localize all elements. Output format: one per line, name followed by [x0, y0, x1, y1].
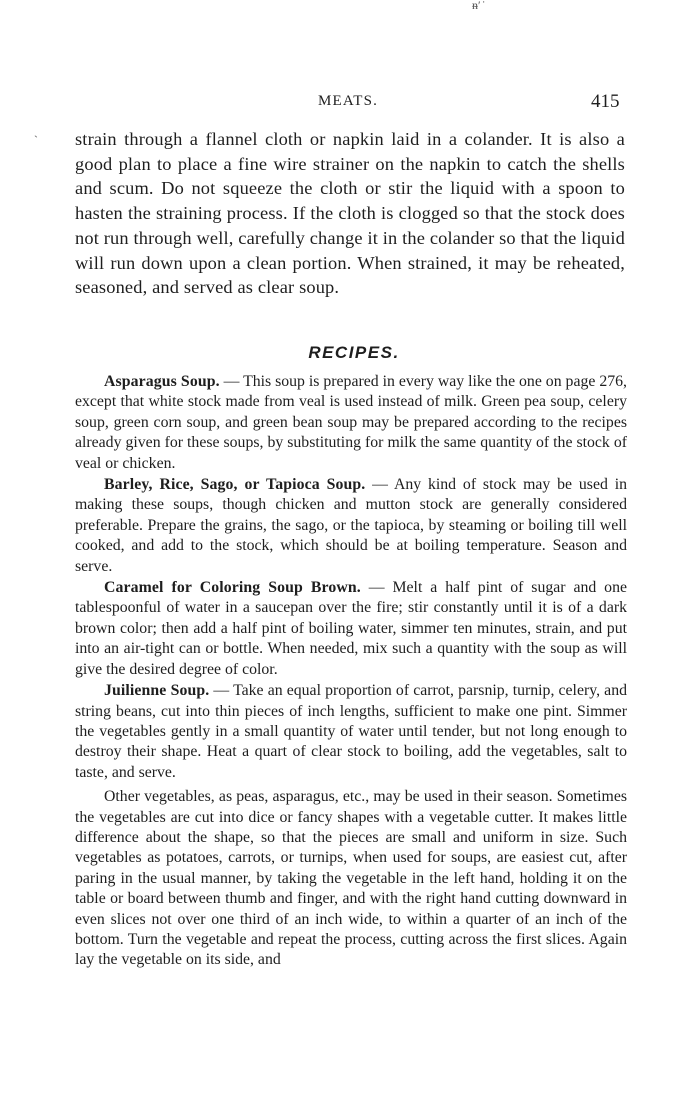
page-number: 415	[591, 91, 620, 112]
recipe-text: Take an equal proportion of carrot, parsnip, turnip, celery, and string beans, cut into thin pieces of inch lengths, sufficient to make one pint. Simmer the vegetables gently in a small quantity of water until tender, but not long enough to destroy their shape. Heat a quart of clear stock to boiling, add the vegetables, salt to taste, and serve.	[75, 682, 627, 781]
recipe-text: This soup is prepared in every way like the one on page 276, except that white stock made from veal is used instead of milk. Green pea soup, celery soup, green corn soup, and green bean soup may be prepared according to the recipes already given for these soups, by substituting for milk the same quantity of the stock of veal or chicken.	[75, 373, 627, 472]
running-title: MEATS.	[318, 93, 379, 109]
recipe-list	[75, 372, 627, 972]
recipe-text: Melt a half pint of sugar and one tablespoonful of water in a saucepan over the fire; stir constantly until it is of a dark brown color; then add a half pint of boiling water, simmer ten minutes, strain, and put into an air-tight can or bottle. When needed, mix such a quantity with the soup as will give the desired degree of color.	[75, 579, 627, 678]
recipe-text: Any kind of stock may be used in making these soups, though chicken and mutton stock are generally considered preferable. Prepare the grains, the sago, or the tapioca, by steaming or boiling till well cooked, and add to the stock, which should be at boiling temperature. Season and serve.	[75, 476, 627, 575]
ink-speck: ᵰ′ ̇	[472, 0, 484, 12]
recipe-asparagus-soup: Asparagus Soup. — This soup is prepared in every way like the one on page 276, except that white stock made from veal is used instead of milk. Green pea soup, celery soup, green corn soup, and green bean soup may be prepared according to the recipes already given for these soups, by substituting for milk the same quantity of the stock of veal or chicken.	[75, 373, 627, 472]
recipe-barley-rice-sago-tapioca-soup: Barley, Rice, Sago, or Tapioca Soup. — Any kind of stock may be used in making these soups, though chicken and mutton stock are generally considered preferable. Prepare the grains, the sago, or the tapioca, by steaming or boiling till well cooked, and add to the stock, which should be at boiling temperature. Season and serve.	[75, 476, 627, 575]
recipe-name: Caramel for Coloring Soup Brown.	[104, 579, 361, 597]
continuation-paragraph: Other vegetables, as peas, asparagus, etc., may be used in their season. Sometimes the vegetables are cut into dice or fancy shapes with a vegetable cutter. It makes little difference about the shape, so that the pieces are small and uniform in size. Such vegetables as potatoes, carrots, or turnips, when used for soups, are easiest cut, after paring in the usual manner, by taking the vegetable in the left hand, holding it on the table or board between thumb and finger, and with the right hand cutting downward in even slices not over one third of an inch wide, to within a quarter of an inch of the bottom. Turn the vegetable and repeat the process, cutting across the first slices. Again lay the vegetable on its side, and	[75, 788, 627, 969]
running-head	[0, 93, 700, 117]
section-heading: RECIPES.	[308, 343, 400, 362]
recipe-name: Juilienne Soup.	[104, 682, 210, 700]
margin-mark: ˎ	[34, 124, 38, 138]
recipe-juilienne-soup: Juilienne Soup. — Take an equal proportion of carrot, parsnip, turnip, celery, and string beans, cut into thin pieces of inch lengths, sufficient to make one pint. Simmer the vegetables gently in a small quantity of water until tender, but not long enough to destroy their shape. Heat a quart of clear stock to boiling, add the vegetables, salt to taste, and serve.	[75, 682, 627, 781]
recipe-name: Asparagus Soup.	[104, 373, 220, 390]
recipe-name: Barley, Rice, Sago, or Tapioca Soup.	[104, 476, 366, 494]
intro-paragraph: strain through a flannel cloth or napkin laid in a colander. It is also a good plan to place a fine wire strainer on the napkin to catch the shells and scum. Do not squeeze the cloth or stir the liquid with a spoon to hasten the straining process. If the cloth is clogged so that the stock does not run through well, carefully change it in the colander so that the liquid will run down upon a clean portion. When strained, it may be reheated, seasoned, and served as clear soup.	[75, 129, 625, 298]
recipe-caramel-coloring: Caramel for Coloring Soup Brown. — Melt a half pint of sugar and one tablespoonful of water in a saucepan over the fire; stir constantly until it is of a dark brown color; then add a half pint of boiling water, simmer ten minutes, strain, and put into an air-tight can or bottle. When needed, mix such a quantity with the soup as will give the desired degree of color.	[75, 579, 627, 678]
